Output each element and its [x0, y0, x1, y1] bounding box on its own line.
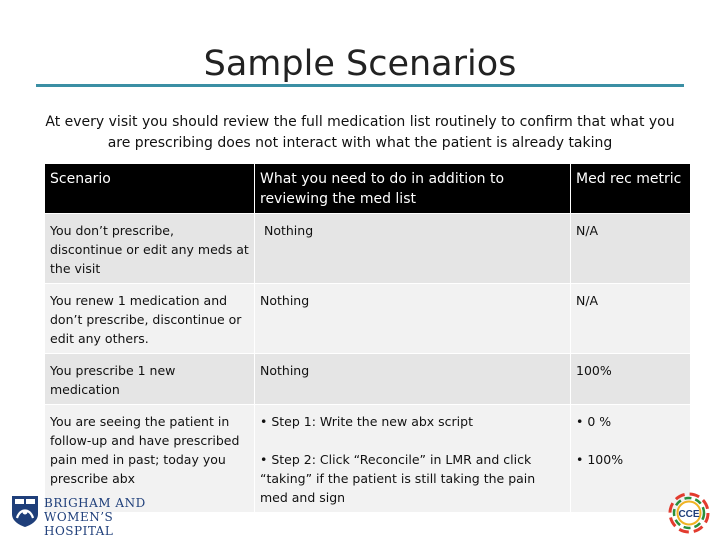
cell-action: Nothing [255, 214, 571, 284]
cell-metric: N/A [571, 284, 691, 354]
action-step-1: • Step 1: Write the new abx script [260, 414, 473, 429]
scenario-table [44, 163, 691, 513]
cce-badge-icon [668, 492, 710, 534]
bwh-name [44, 496, 170, 538]
bwh-name-line1: BRIGHAM AND [44, 496, 146, 510]
cell-scenario: You don’t prescribe, discontinue or edit any meds at the visit [45, 214, 255, 284]
cell-scenario: You renew 1 medication and don’t prescribe, discontinue or edit any others. [45, 284, 255, 354]
intro-text: At every visit you should review the full medication list routinely to confirm that what you are prescribing does not interact with what the patient is already taking [45, 114, 675, 151]
cce-logo-text: CCE [678, 509, 700, 520]
cell-action: Nothing [255, 354, 571, 405]
metric-step-1: • 0 % [576, 414, 612, 429]
table-row [45, 284, 691, 354]
bwh-logo [10, 494, 170, 538]
cell-scenario: You prescribe 1 new medication [45, 354, 255, 405]
bwh-shield-icon [10, 494, 40, 528]
header-action: What you need to do in addition to reviewing the med list [255, 164, 571, 214]
table-header-row [45, 164, 691, 214]
header-scenario: Scenario [45, 164, 255, 214]
cell-metric: N/A [571, 214, 691, 284]
cell-action [255, 405, 571, 513]
cell-scenario: You are seeing the patient in follow-up and have prescribed pain med in past; today you prescribe abx [45, 405, 255, 513]
action-step-2: • Step 2: Click “Reconcile” in LMR and click “taking” if the patient is still taking the pain med and sign [260, 452, 536, 505]
cell-metric: 100% [571, 354, 691, 405]
table-row [45, 354, 691, 405]
metric-step-2: • 100% [576, 452, 624, 467]
slide-title: Sample Scenarios [203, 44, 517, 84]
table-row [45, 214, 691, 284]
header-metric: Med rec metric [571, 164, 691, 214]
title-underline [36, 84, 684, 87]
cell-action: Nothing [255, 284, 571, 354]
bwh-name-line2: WOMEN’S HOSPITAL [44, 510, 114, 538]
cce-logo [668, 492, 710, 534]
